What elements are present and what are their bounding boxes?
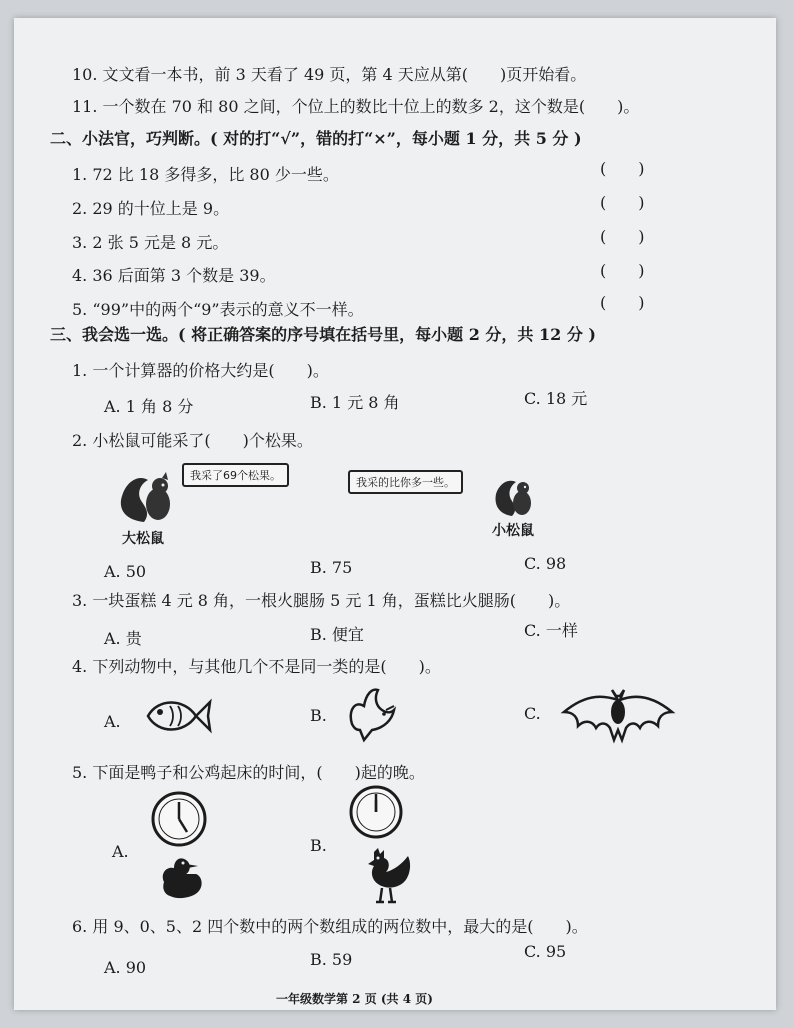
q1-option-c: C. 18 元 bbox=[524, 389, 588, 408]
q6-option-b: B. 59 bbox=[310, 950, 353, 969]
q3-option-c: C. 一样 bbox=[524, 621, 578, 640]
q1-option-a: A. 1 角 8 分 bbox=[104, 397, 194, 416]
bird-icon bbox=[342, 684, 396, 744]
choice-question-6: 6. 用 9、0、5、2 四个数中的两个数组成的两位数中，最大的是( )。 bbox=[72, 917, 588, 936]
choice-question-2: 2. 小松鼠可能采了( )个松果。 bbox=[72, 431, 313, 450]
section-2-title: 二、小法官，巧判断。( 对的打“√”，错的打“×”，每小题 1 分，共 5 分 ) bbox=[50, 129, 582, 148]
judge-item-3: 3. 2 张 5 元是 8 元。 bbox=[72, 233, 229, 252]
choice-question-1: 1. 一个计算器的价格大约是( )。 bbox=[72, 361, 329, 380]
judge-item-1: 1. 72 比 18 多得多，比 80 少一些。 bbox=[72, 165, 339, 184]
q2-option-a: A. 50 bbox=[104, 562, 147, 581]
big-squirrel-label: 大松鼠 bbox=[122, 531, 164, 547]
q1-option-b: B. 1 元 8 角 bbox=[310, 393, 400, 412]
choice-question-5: 5. 下面是鸭子和公鸡起床的时间，( )起的晚。 bbox=[72, 763, 425, 782]
q3-option-b: B. 便宜 bbox=[310, 625, 364, 644]
judge-answer-5[interactable]: ( ) bbox=[600, 293, 645, 312]
judge-item-4: 4. 36 后面第 3 个数是 39。 bbox=[72, 266, 276, 285]
rooster-icon bbox=[360, 846, 416, 906]
judge-item-5: 5. “99”中的两个“9”表示的意义不一样。 bbox=[72, 300, 364, 319]
page-footer: 一年级数学第 2 页 (共 4 页) bbox=[276, 992, 433, 1006]
clock-a-icon bbox=[150, 790, 208, 848]
q5-option-b: B. bbox=[310, 836, 327, 855]
bat-icon bbox=[560, 682, 676, 744]
question-10: 10. 文文看一本书，前 3 天看了 49 页，第 4 天应从第( )页开始看。 bbox=[72, 65, 587, 84]
exam-page bbox=[14, 18, 776, 1010]
question-11: 11. 一个数在 70 和 80 之间，个位上的数比十位上的数多 2，这个数是( )。 bbox=[72, 97, 640, 116]
q2-option-b: B. 75 bbox=[310, 558, 353, 577]
judge-answer-4[interactable]: ( ) bbox=[600, 261, 645, 280]
clock-b-icon bbox=[348, 784, 404, 840]
big-squirrel-speech-bubble: 我采了69个松果。 bbox=[182, 463, 289, 487]
q2-option-c: C. 98 bbox=[524, 554, 567, 573]
duck-icon bbox=[152, 852, 206, 904]
q6-option-c: C. 95 bbox=[524, 942, 567, 961]
q4-option-b: B. bbox=[310, 706, 327, 725]
q6-option-a: A. 90 bbox=[104, 958, 147, 977]
small-squirrel-speech-bubble: 我采的比你多一些。 bbox=[348, 470, 463, 494]
choice-question-4: 4. 下列动物中，与其他几个不是同一类的是( )。 bbox=[72, 657, 441, 676]
section-3-title: 三、我会选一选。( 将正确答案的序号填在括号里，每小题 2 分，共 12 分 ) bbox=[50, 325, 596, 344]
judge-answer-2[interactable]: ( ) bbox=[600, 193, 645, 212]
q4-option-c: C. bbox=[524, 704, 541, 723]
small-squirrel-label: 小松鼠 bbox=[492, 523, 534, 539]
q5-option-a: A. bbox=[112, 842, 129, 861]
choice-question-3: 3. 一块蛋糕 4 元 8 角，一根火腿肠 5 元 1 角，蛋糕比火腿肠( )。 bbox=[72, 591, 571, 610]
judge-answer-1[interactable]: ( ) bbox=[600, 159, 645, 178]
big-squirrel-icon bbox=[114, 470, 174, 526]
judge-answer-3[interactable]: ( ) bbox=[600, 227, 645, 246]
judge-item-2: 2. 29 的十位上是 9。 bbox=[72, 199, 230, 218]
small-squirrel-icon bbox=[490, 474, 534, 520]
fish-icon bbox=[144, 694, 214, 738]
q4-option-a: A. bbox=[104, 712, 121, 731]
q3-option-a: A. 贵 bbox=[104, 629, 142, 648]
